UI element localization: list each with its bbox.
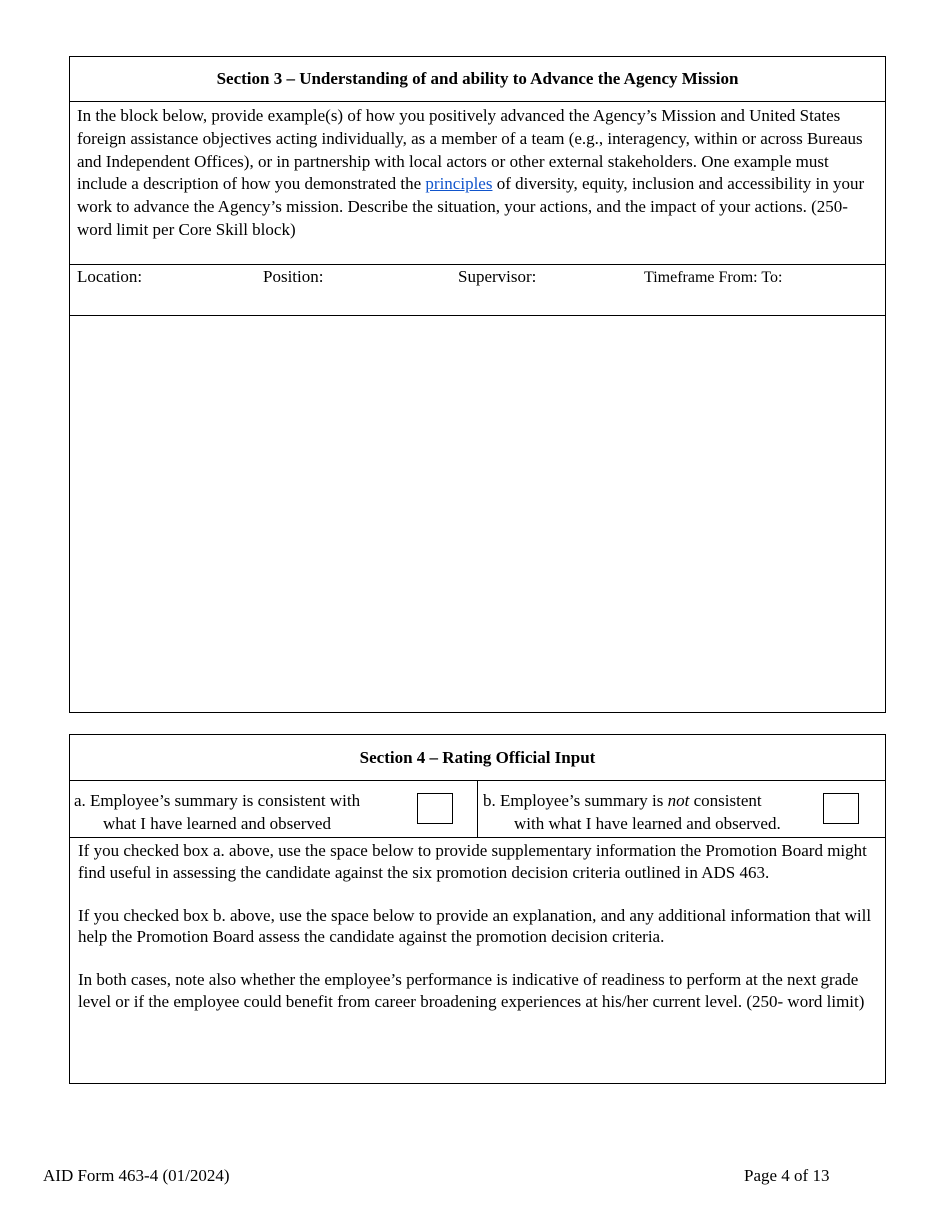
position-label: Position: xyxy=(263,267,324,286)
option-a-checkbox[interactable] xyxy=(417,793,453,824)
location-label: Location: xyxy=(77,267,143,286)
timeframe-label: Timeframe From: To: xyxy=(644,269,783,286)
section-4-paragraph-both: In both cases, note also whether the employee’s performance is indicative of readiness to perform at the next grade level or if the employee could benefit from career broadening experiences at his/her current level. (250- word limit) xyxy=(78,970,865,1011)
footer-page-number: Page 4 of 13 xyxy=(744,1166,830,1185)
section-4-table xyxy=(69,734,886,1084)
option-a-line1: a. Employee’s summary is consistent with xyxy=(74,791,361,810)
principles-link[interactable]: principles xyxy=(425,174,493,194)
footer-form-id: AID Form 463-4 (01/2024) xyxy=(43,1166,230,1185)
option-b-checkbox[interactable] xyxy=(823,793,859,824)
section-3-instructions xyxy=(70,102,885,265)
option-b-line2: with what I have learned and observed. xyxy=(514,814,781,833)
supervisor-label: Supervisor: xyxy=(458,267,537,286)
option-a-line2: what I have learned and observed xyxy=(103,814,331,833)
option-b-line1-emphasis: not xyxy=(667,791,690,810)
section-3-table xyxy=(69,56,886,713)
section-4-instructions xyxy=(70,838,885,1012)
option-b-line1 xyxy=(483,789,762,812)
section-4-title xyxy=(70,735,885,781)
instructions-text-2: of diversity, equity, inclusion and accessibility in your work to advance the Agency’s mission. Describe the situation, your actions, and the impact of your actions. (250-word limit per Core Skill block) xyxy=(77,174,865,239)
option-b-line1-post: consistent xyxy=(689,791,762,810)
section-4-title-text: Section 4 – Rating Official Input xyxy=(359,747,596,767)
section-4-paragraph-a: If you checked box a. above, use the space below to provide supplementary information the Promotion Board might find useful in assessing the candidate against the six promotion decision criteria outlined in ADS 463. xyxy=(78,841,867,882)
option-b-cell xyxy=(478,781,885,837)
option-a-cell xyxy=(70,781,478,837)
section-4-choices-row xyxy=(70,781,885,838)
section-3-title xyxy=(70,57,885,102)
section-3-fields-row xyxy=(70,265,885,316)
instructions-text-1: In the block below, provide example(s) of how you positively advanced the Agency’s Mission and United States foreign assistance objectives acting individually, as a member of a team (e.g., interagency, within or across Bureaus and Independent Offices), or in partnership with local actors or other external stakeholders. One example must include a description of how you demonstrated the xyxy=(77,106,863,194)
option-b-line1-pre: b. Employee’s summary is xyxy=(483,791,668,810)
section-4-paragraph-b: If you checked box b. above, use the space below to provide an explanation, and any additional information that will help the Promotion Board assess the candidate against the promotion decision criteria. xyxy=(78,905,872,946)
section-3-response-area[interactable] xyxy=(70,316,885,712)
section-3-title-text: Section 3 – Understanding of and ability to Advance the Agency Mission xyxy=(216,69,739,88)
